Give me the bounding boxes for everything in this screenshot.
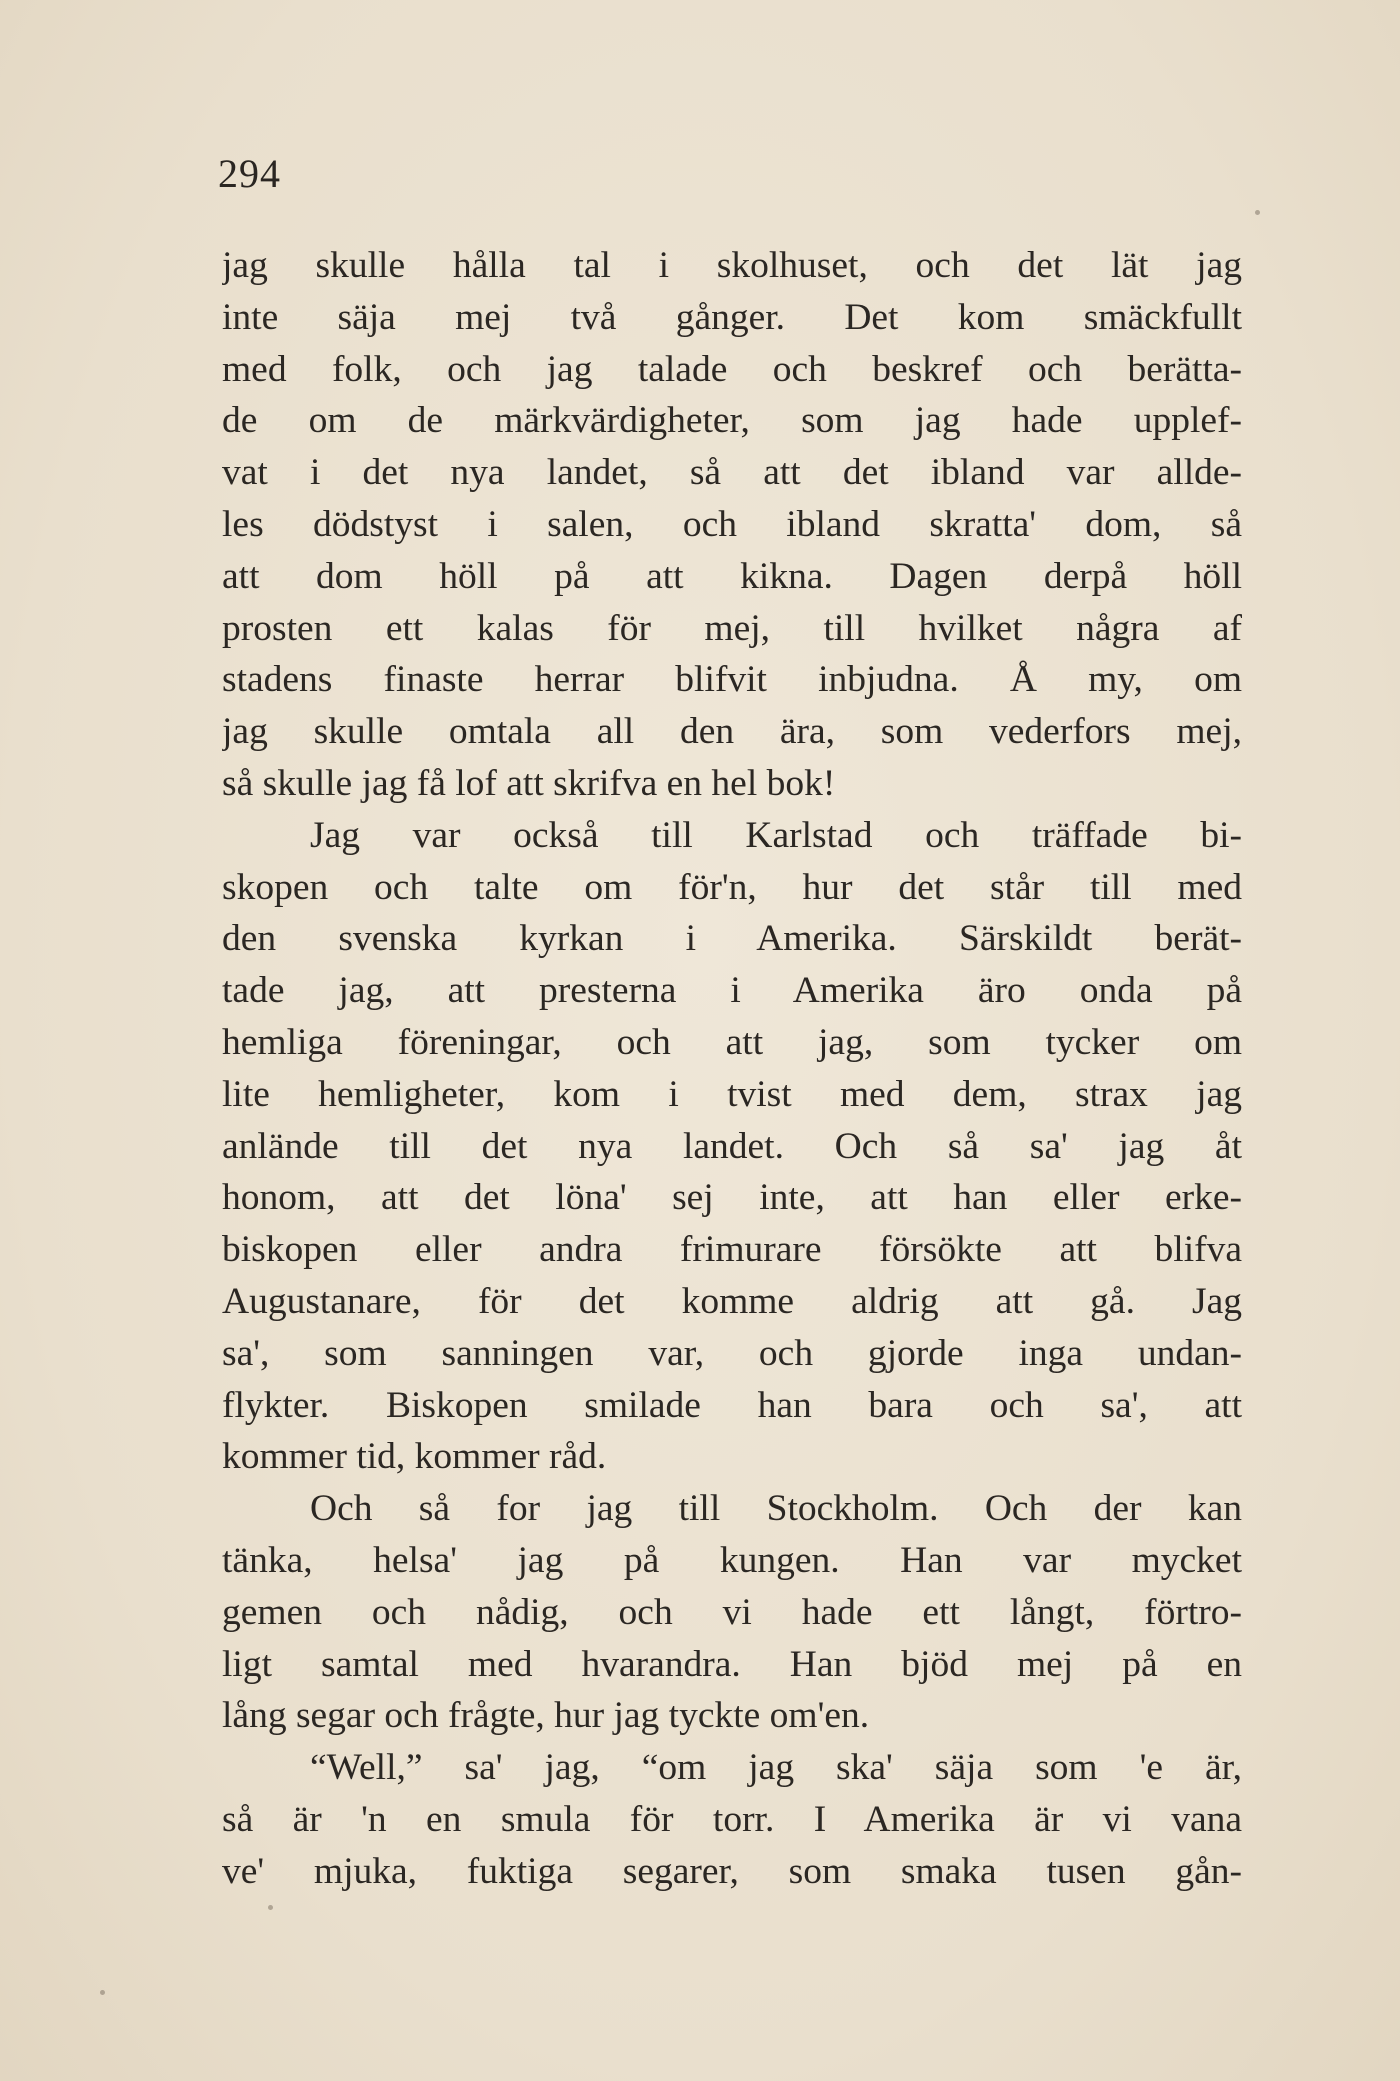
body-text [222, 240, 1242, 1898]
text-line: prosten ett kalas för mej, till hvilket några af [222, 607, 1242, 649]
text-line: stadens finaste herrar blifvit inbjudna. Å my, om [222, 659, 1242, 701]
text-line: så är 'n en smula för torr. I Amerika är vi vana [222, 1798, 1242, 1840]
text-line: ligt samtal med hvarandra. Han bjöd mej på en [222, 1643, 1242, 1685]
text-line: ve' mjuka, fuktiga segarer, som smaka tusen gån- [222, 1850, 1242, 1892]
text-line: så skulle jag få lof att skrifva en hel bok! [222, 762, 836, 804]
text-line: hemliga föreningar, och att jag, som tycker om [222, 1021, 1242, 1063]
text-line: tade jag, att presterna i Amerika äro onda på [222, 970, 1242, 1012]
text-line: sa', som sanningen var, och gjorde inga undan- [222, 1332, 1242, 1374]
text-line: jag skulle hålla tal i skolhuset, och det lät jag [222, 245, 1242, 286]
text-line: att dom höll på att kikna. Dagen derpå höll [222, 555, 1242, 597]
page-number: 294 [218, 151, 281, 196]
paper-speck [100, 1990, 105, 1995]
text-line: flykter. Biskopen smilade han bara och sa', att [222, 1384, 1242, 1426]
text-line: honom, att det löna' sej inte, att han eller erke- [222, 1177, 1242, 1219]
paper-speck [268, 1905, 273, 1910]
text-line: Augustanare, för det komme aldrig att gå. Jag [222, 1280, 1242, 1322]
text-line: “Well,” sa' jag, “om jag ska' säja som 'e är, [310, 1747, 1242, 1789]
text-line: de om de märkvärdigheter, som jag hade upplef- [222, 400, 1242, 442]
paper-speck [1255, 210, 1260, 215]
text-line: les dödstyst i salen, och ibland skratta' dom, så [222, 503, 1242, 545]
text-line: vat i det nya landet, så att det ibland var allde- [222, 452, 1242, 494]
text-line: anlände till det nya landet. Och så sa' jag åt [222, 1125, 1242, 1167]
text-line: skopen och talte om för'n, hur det står till med [222, 866, 1242, 908]
text-line: jag skulle omtala all den ära, som vederfors mej, [222, 711, 1242, 753]
text-line: biskopen eller andra frimurare försökte att blifva [222, 1229, 1242, 1271]
text-line: lite hemligheter, kom i tvist med dem, strax jag [222, 1073, 1242, 1115]
text-line: tänka, helsa' jag på kungen. Han var mycket [222, 1539, 1242, 1581]
text-line: den svenska kyrkan i Amerika. Särskildt berät- [222, 918, 1242, 960]
text-line: lång segar och frågte, hur jag tyckte om'en. [222, 1695, 870, 1737]
text-line: Och så for jag till Stockholm. Och der kan [310, 1488, 1242, 1530]
text-line: gemen och nådig, och vi hade ett långt, förtro- [222, 1591, 1242, 1633]
text-line: kommer tid, kommer råd. [222, 1436, 607, 1478]
text-line: Jag var också till Karlstad och träffade bi- [310, 814, 1242, 856]
text-line: med folk, och jag talade och beskref och berätta- [222, 348, 1242, 390]
text-line: inte säja mej två gånger. Det kom smäckfullt [222, 296, 1242, 338]
